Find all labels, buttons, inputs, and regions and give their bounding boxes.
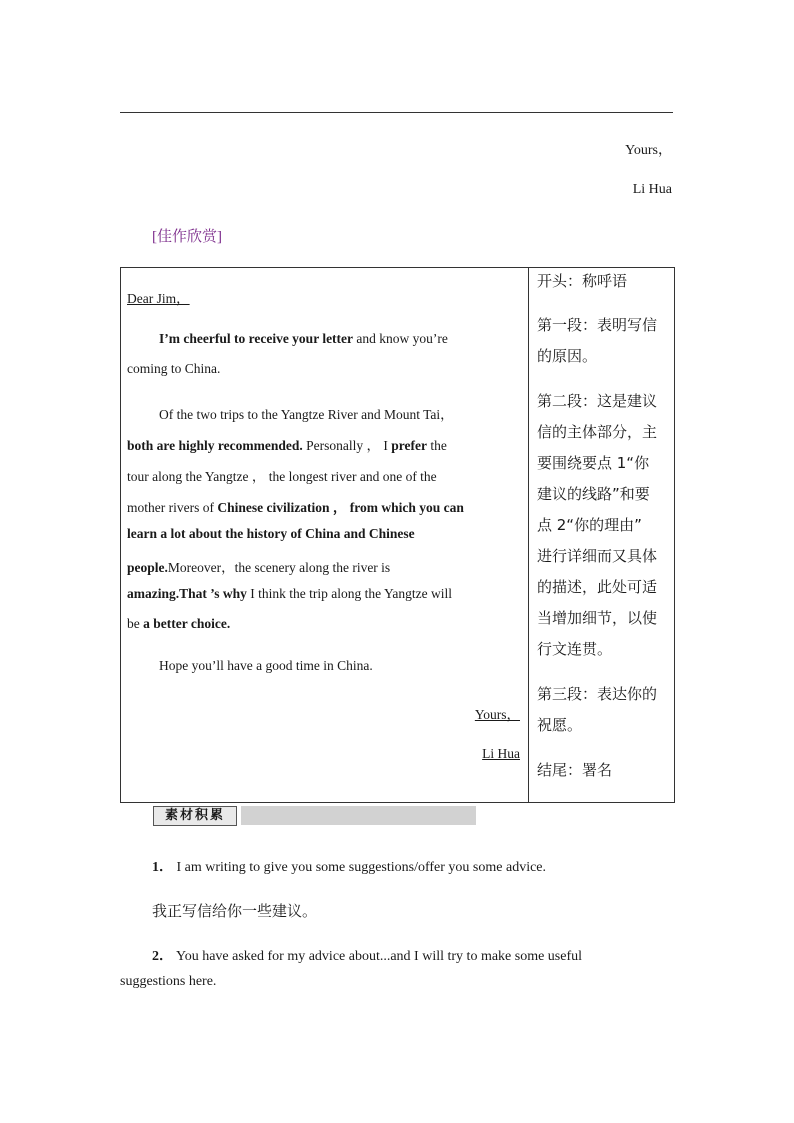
notes-cell: [529, 268, 675, 803]
item-2-line2: suggestions here.: [120, 974, 217, 989]
item-2-line1: [152, 945, 582, 965]
p3: Hope you’ll have a good time in China.: [159, 658, 373, 673]
header-rule: [120, 112, 673, 113]
essay-cell: [121, 268, 529, 803]
p2-line2: [127, 434, 447, 454]
p1-rest: and know you’re: [353, 331, 448, 346]
p1-bold: I’m cheerful to receive your letter: [159, 331, 354, 346]
note-p2-l5: 点 2“你的理由”: [537, 516, 642, 534]
p2-line4: [127, 496, 464, 516]
note-p2-l2: 信的主体部分，主: [537, 423, 658, 441]
item-2-text: You have asked for my advice about...and I will try to make some useful: [175, 949, 583, 964]
note-p2-l4: 建议的线路”和要: [537, 485, 650, 503]
p2-line3: tour along the Yangtze ， the longest river and one of the: [127, 469, 437, 484]
section-banner-bar: [241, 806, 476, 825]
note-p2-l9: 行文连贯。: [537, 640, 613, 658]
p2-l7-bold: amazing.That ’s why: [127, 586, 247, 601]
top-signature: Li Hua: [632, 182, 672, 197]
p2-l8-pre: be: [127, 616, 144, 631]
p2-line1: Of the two trips to the Yangtze River and Mount Tai，: [159, 407, 454, 422]
salutation: Dear Jim，: [127, 291, 190, 306]
note-opening: 开头：称呼语: [537, 272, 628, 290]
section-tag: [佳作欣赏]: [152, 229, 222, 245]
p2-l4-pre: mother rivers of: [127, 500, 218, 515]
p2-l4-bold: Chinese civilization ， from which you can: [217, 500, 464, 515]
note-ending: 结尾：署名: [537, 761, 613, 779]
item-1-number: 1．: [152, 860, 173, 875]
p2-tail: the: [427, 438, 447, 453]
p2-l6-bold: people.: [127, 560, 168, 575]
essay-signature: Li Hua: [482, 746, 520, 761]
p2-bold-b: prefer: [391, 438, 427, 453]
note-p1-l1: 第一段：表明写信: [537, 316, 658, 334]
p2-l8-bold: a better choice.: [143, 616, 231, 631]
section-banner-label: 素材积累: [153, 806, 237, 826]
p1-line1: [159, 331, 448, 347]
note-p1-l2: 的原因。: [537, 347, 598, 365]
p2-line5: [127, 526, 415, 542]
item-1: [152, 856, 546, 876]
essay-table: [120, 267, 675, 803]
p2-l5-bold: learn a lot about the history of China and Chinese: [127, 526, 415, 541]
p2-line8: [127, 616, 230, 632]
p1-line2: coming to China.: [127, 361, 221, 376]
note-p2-l7: 的描述，此处可适: [537, 578, 658, 596]
top-closing: Yours，: [625, 143, 672, 158]
item-2-number: 2．: [152, 949, 173, 964]
note-p3-l2: 祝愿。: [537, 716, 583, 734]
note-p2-l3: 要围绕要点 1“你: [537, 454, 650, 472]
p2-bold-a: both are highly recommended.: [127, 438, 303, 453]
p2-rest-a: Personally ， I: [302, 438, 392, 453]
item-1-translation: 我正写信给你一些建议。: [152, 902, 318, 920]
p2-l7-rest: I think the trip along the Yangtze will: [246, 586, 452, 601]
essay-closing: Yours，: [474, 707, 520, 722]
note-p3-l1: 第三段：表达你的: [537, 685, 658, 703]
note-p2-l8: 当增加细节，以使: [537, 609, 658, 627]
note-p2-l6: 进行详细而又具体: [537, 547, 658, 565]
p2-line6: [127, 556, 390, 576]
p2-l6-rest: Moreover，the scenery along the river is: [167, 560, 391, 575]
item-1-text: I am writing to give you some suggestions/offer you some advice.: [176, 860, 547, 875]
note-p2-l1: 第二段：这是建议: [537, 392, 658, 410]
p2-line7: [127, 586, 452, 602]
